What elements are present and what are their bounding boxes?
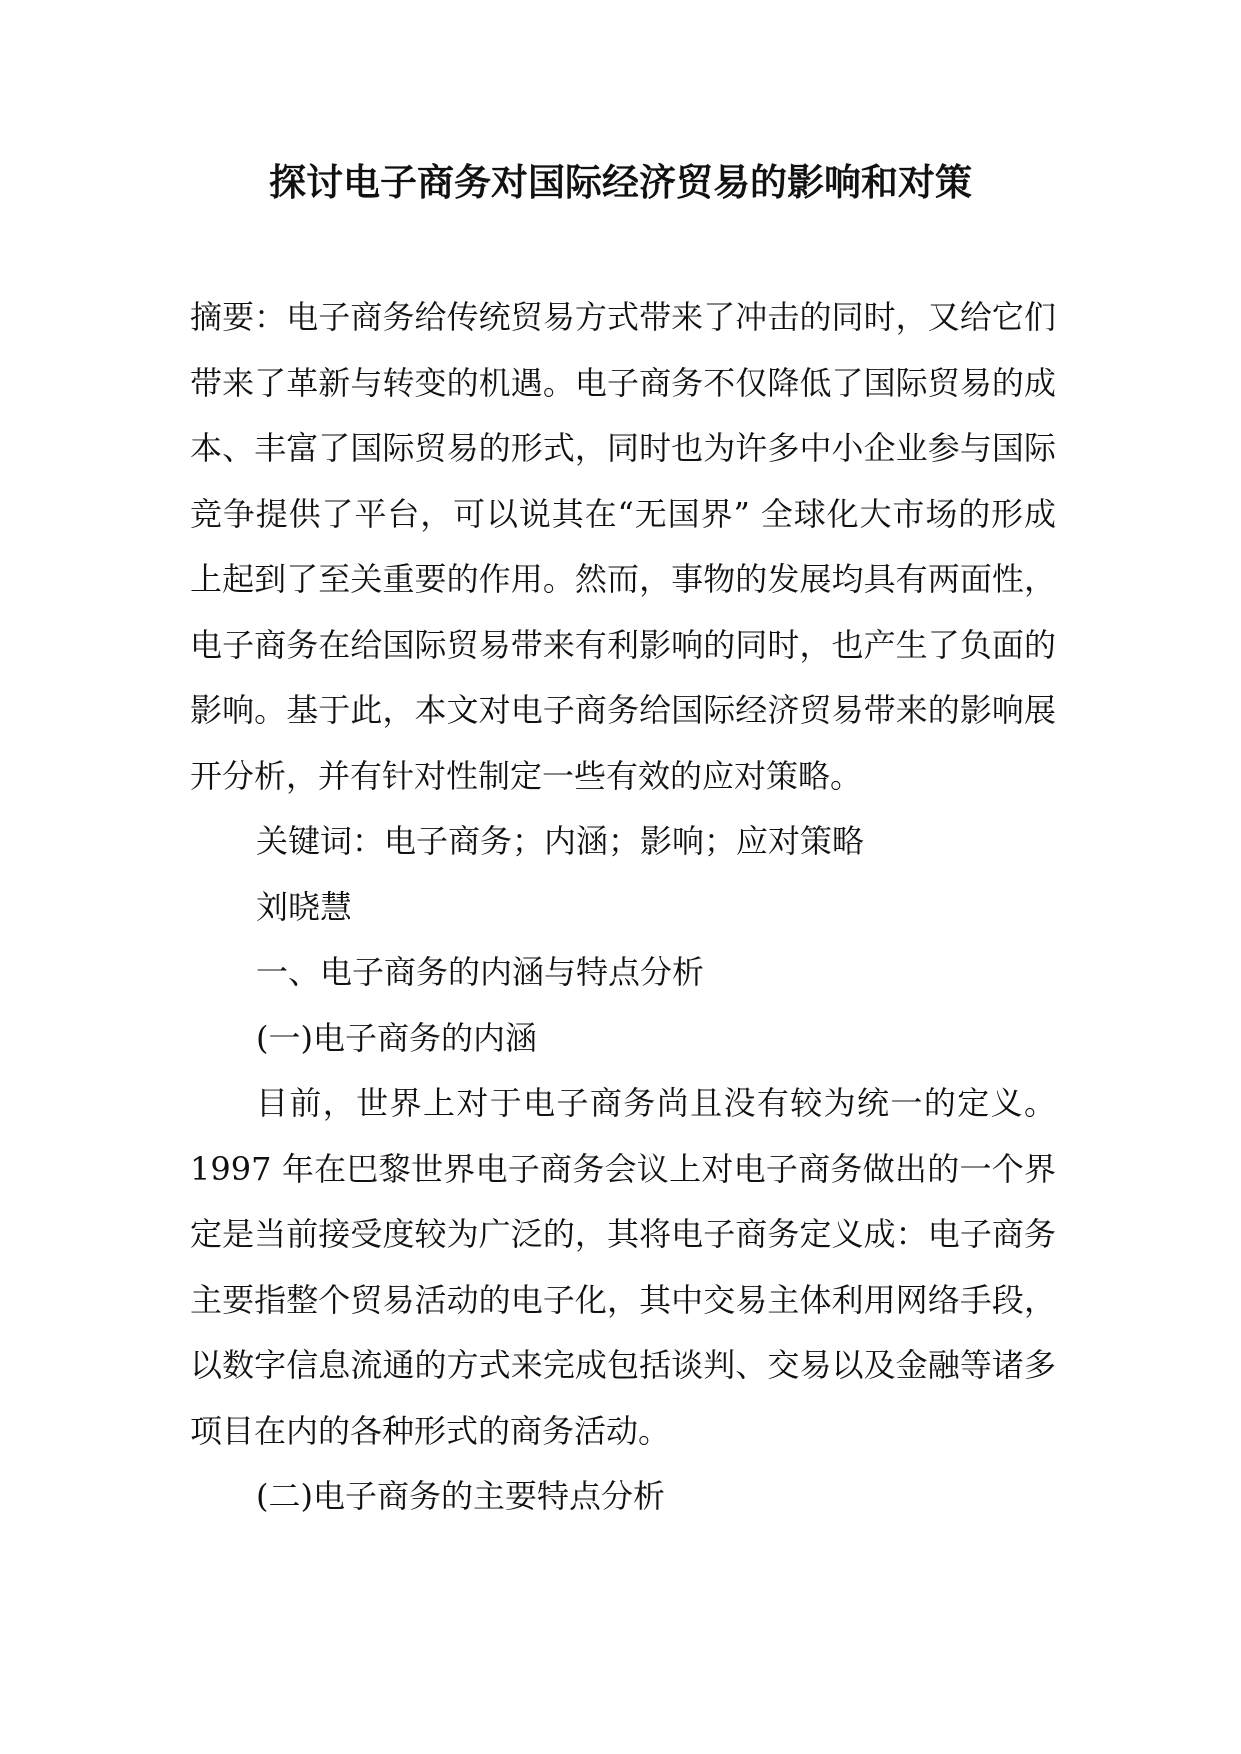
body-paragraph: 目前，世界上对于电子商务尚且没有较为统一的定义。1997 年在巴黎世界电子商务会议上对电子商务做出的一个界定是当前接受度较为广泛的，其将电子商务定义成：电子商务主要指整个贸易活动的电子化，其中交易主体利用网络手段，以数字信息流通的方式来完成包括谈判、交易以及金融等诸多项目在内的各种形式的商务活动。 bbox=[190, 1084, 1056, 1450]
abstract-paragraph: 摘要：电子商务给传统贸易方式带来了冲击的同时，又给它们带来了革新与转变的机遇。电子商务不仅降低了国际贸易的成本、丰富了国际贸易的形式，同时也为许多中小企业参与国际竞争提供了平台，可以说其在“无国界” 全球化大市场的形成上起到了至关重要的作用。然而，事物的发展均具有两面性，电子商务在给国际贸易带来有利影响的同时，也产生了负面的影响。基于此，本文对电子商务给国际经济贸易带来的影响展开分析，并有针对性制定一些有效的应对策略。 bbox=[190, 298, 1056, 795]
document-body bbox=[190, 285, 1056, 1530]
keywords-line: 关键词：电子商务；内涵；影响；应对策略 bbox=[256, 822, 865, 860]
subsection-heading: (一)电子商务的内涵 bbox=[256, 1018, 537, 1057]
document-title: 探讨电子商务对国际经济贸易的影响和对策 bbox=[269, 160, 972, 204]
author-name: 刘晓慧 bbox=[256, 887, 353, 926]
subsection-heading: (二)电子商务的主要特点分析 bbox=[256, 1477, 665, 1515]
section-heading: 一、电子商务的内涵与特点分析 bbox=[256, 953, 705, 991]
